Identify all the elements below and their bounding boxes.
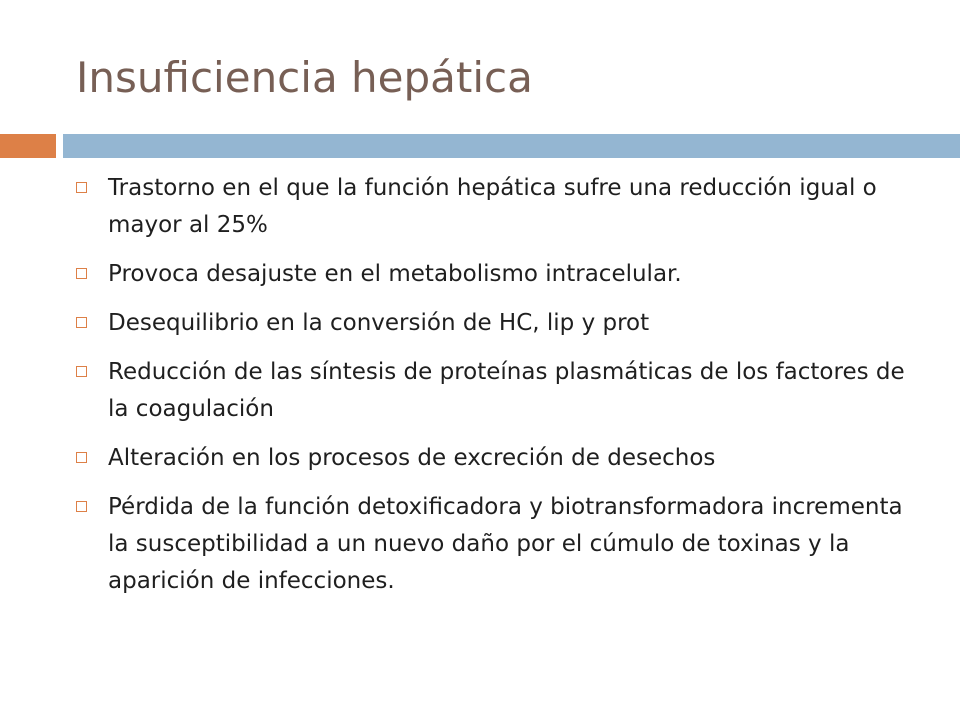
bullet-item: [74, 256, 914, 293]
bullet-text: Pérdida de la función detoxificadora y biotransformadora incrementa la susceptibilidad a un nuevo daño por el cúmulo de toxinas y la aparición de infecciones.: [108, 494, 903, 594]
bullet-text: Alteración en los procesos de excreción de desechos: [108, 445, 716, 471]
bullet-item: [74, 170, 914, 244]
square-outline-icon: [76, 366, 87, 377]
square-outline-icon: [76, 452, 87, 463]
bullet-item: [74, 489, 914, 600]
square-outline-icon: [76, 501, 87, 512]
bullet-list: [74, 170, 914, 612]
bullet-item: [74, 354, 914, 428]
bullet-item: [74, 305, 914, 342]
square-outline-icon: [76, 268, 87, 279]
title-accent-bar-blue: [63, 134, 960, 158]
title-accent-bar-orange: [0, 134, 56, 158]
square-outline-icon: [76, 182, 87, 193]
bullet-item: [74, 440, 914, 477]
slide-title: Insuficiencia hepática: [76, 53, 533, 102]
bullet-text: Desequilibrio en la conversión de HC, lip y prot: [108, 310, 650, 336]
bullet-text: Provoca desajuste en el metabolismo intracelular.: [108, 261, 682, 287]
square-outline-icon: [76, 317, 87, 328]
bullet-text: Trastorno en el que la función hepática sufre una reducción igual o mayor al 25%: [108, 175, 877, 238]
bullet-text: Reducción de las síntesis de proteínas plasmáticas de los factores de la coagulación: [108, 359, 905, 422]
